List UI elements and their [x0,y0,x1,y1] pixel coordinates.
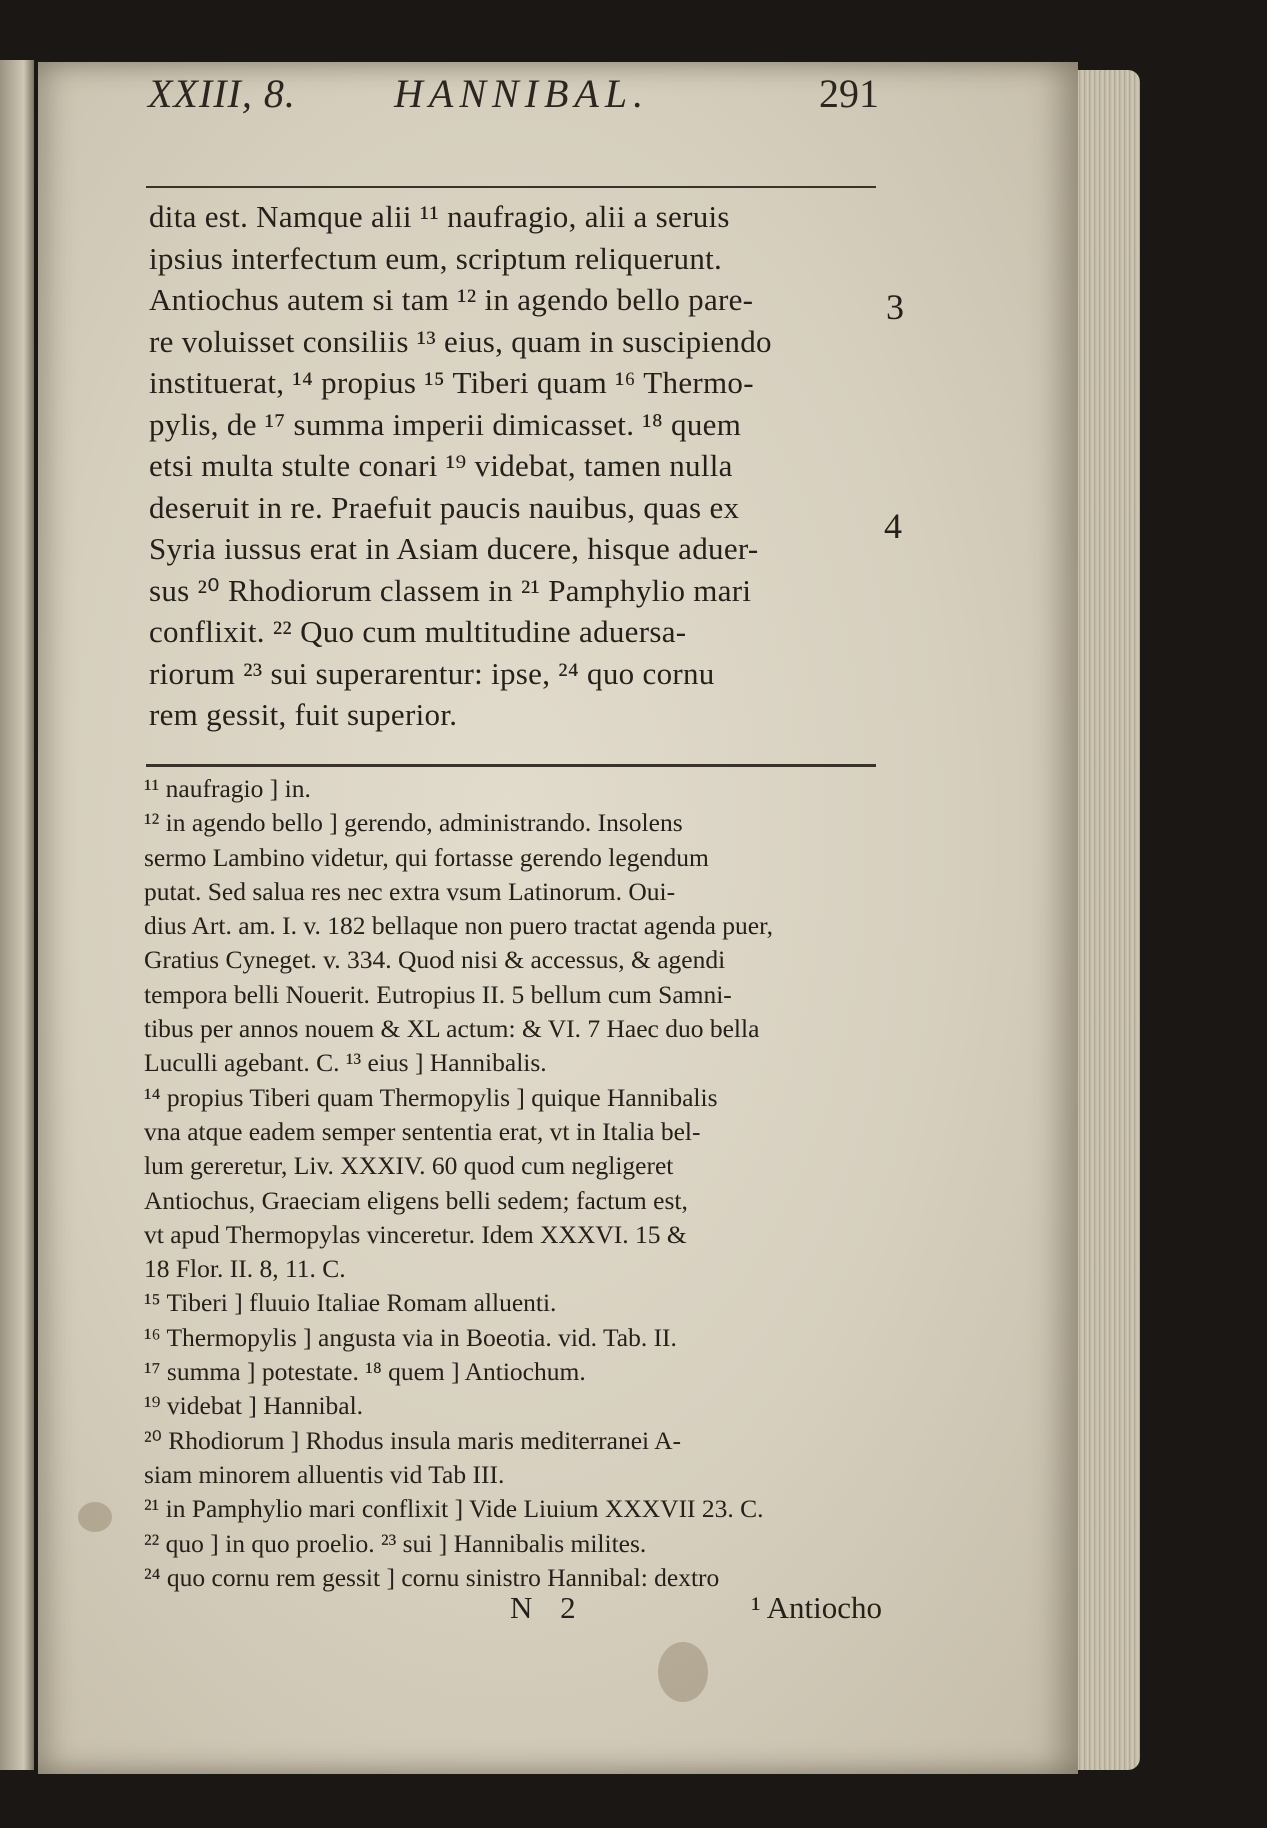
catchword: ¹ Antiocho [751,1590,882,1625]
notes-rule [146,764,876,767]
note-line: ¹⁹ videbat ] Hannibal. [144,1391,364,1421]
text-line: rem gessit, fuit superior. [149,697,458,732]
note-line: tempora belli Nouerit. Eutropius II. 5 bellum cum Samni- [144,979,732,1009]
signature-mark: N 2 [510,1590,586,1625]
note-line: ²⁰ Rhodiorum ] Rhodus insula maris mediterranei A- [144,1425,681,1455]
text-line: re voluisset consiliis ¹³ eius, quam in suscipiendo [149,323,772,359]
note-line: ¹⁷ summa ] potestate. ¹⁸ quem ] Antiochum. [144,1357,586,1387]
note-line: Gratius Cyneget. v. 334. Quod nisi & accessus, & agendi [144,945,726,975]
note-line: Antiochus, Graeciam eligens belli sedem; factum est, [144,1185,688,1215]
note-line: 18 Flor. II. 8, 11. C. [144,1254,346,1284]
note-line: ²¹ in Pamphylio mari conflixit ] Vide Liuium XXXVII 23. C. [144,1494,764,1524]
text-line: deseruit in re. Praefuit paucis nauibus, quas ex [149,489,740,525]
text-line: riorum ²³ sui superarentur: ipse, ²⁴ quo cornu [149,655,715,691]
note-line: lum gereretur, Liv. XXXIV. 60 quod cum negligeret [144,1151,674,1181]
main-text [149,196,877,736]
note-line: Luculli agebant. C. ¹³ eius ] Hannibalis. [144,1048,547,1078]
text-line: Syria iussus erat in Asiam ducere, hisque aduer- [149,531,759,566]
note-line: siam minorem alluentis vid Tab III. [144,1459,505,1489]
chapter-reference: XXIII, 8. [148,71,296,116]
stain-mark [658,1642,708,1702]
page-number: 291 [819,71,879,116]
running-header [108,70,888,126]
note-line: ¹⁶ Thermopylis ] angusta via in Boeotia. vid. Tab. II. [144,1322,677,1352]
page-footer [510,1590,882,1634]
note-line: dius Art. am. I. v. 182 bellaque non puero tractat agenda puer, [144,911,773,941]
note-line: tibus per annos nouem & XL actum: & VI. 7 Haec duo bella [144,1014,760,1044]
text-line: dita est. Namque alii ¹¹ naufragio, alii a seruis [149,199,730,234]
text-line: Antiochus autem si tam ¹² in agendo bello pare- [149,282,754,317]
text-line: etsi multa stulte conari ¹⁹ videbat, tamen nulla [149,448,733,483]
note-line: ²⁴ quo cornu rem gessit ] cornu sinistro Hannibal: dextro [144,1562,720,1592]
note-line: vt apud Thermopylas vinceretur. Idem XXXVI. 15 & [144,1219,687,1249]
previous-page-edge [0,60,34,1770]
note-line: vna atque eadem semper sententia erat, vt in Italia bel- [144,1116,701,1146]
text-line: sus ²⁰ Rhodiorum classem in ²¹ Pamphylio mari [149,572,752,608]
running-title: HANNIBAL. [394,71,650,116]
margin-section-number: 3 [886,287,904,327]
header-rule [146,186,876,188]
note-line: ¹⁵ Tiberi ] fluuio Italiae Romam alluenti. [144,1288,557,1318]
note-line: ²² quo ] in quo proelio. ²³ sui ] Hannibalis milites. [144,1528,647,1558]
footnotes [144,772,878,1595]
text-line: instituerat, ¹⁴ propius ¹⁵ Tiberi quam ¹⁶ Thermo- [149,365,754,400]
note-line: ¹¹ naufragio ] in. [144,774,311,803]
note-line: sermo Lambino videtur, qui fortasse gerendo legendum [144,842,709,872]
text-line: conflixit. ²² Quo cum multitudine aduersa- [149,614,687,649]
margin-section-number: 4 [884,506,902,546]
stain-mark [78,1502,112,1532]
text-line: pylis, de ¹⁷ summa imperii dimicasset. ¹⁸ quem [149,406,742,442]
note-line: ¹⁴ propius Tiberi quam Thermopylis ] quique Hannibalis [144,1082,718,1112]
note-line: putat. Sed salua res nec extra vsum Latinorum. Oui- [144,876,676,906]
note-line: ¹² in agendo bello ] gerendo, administrando. Insolens [144,808,683,838]
text-line: ipsius interfectum eum, scriptum reliquerunt. [149,240,723,276]
